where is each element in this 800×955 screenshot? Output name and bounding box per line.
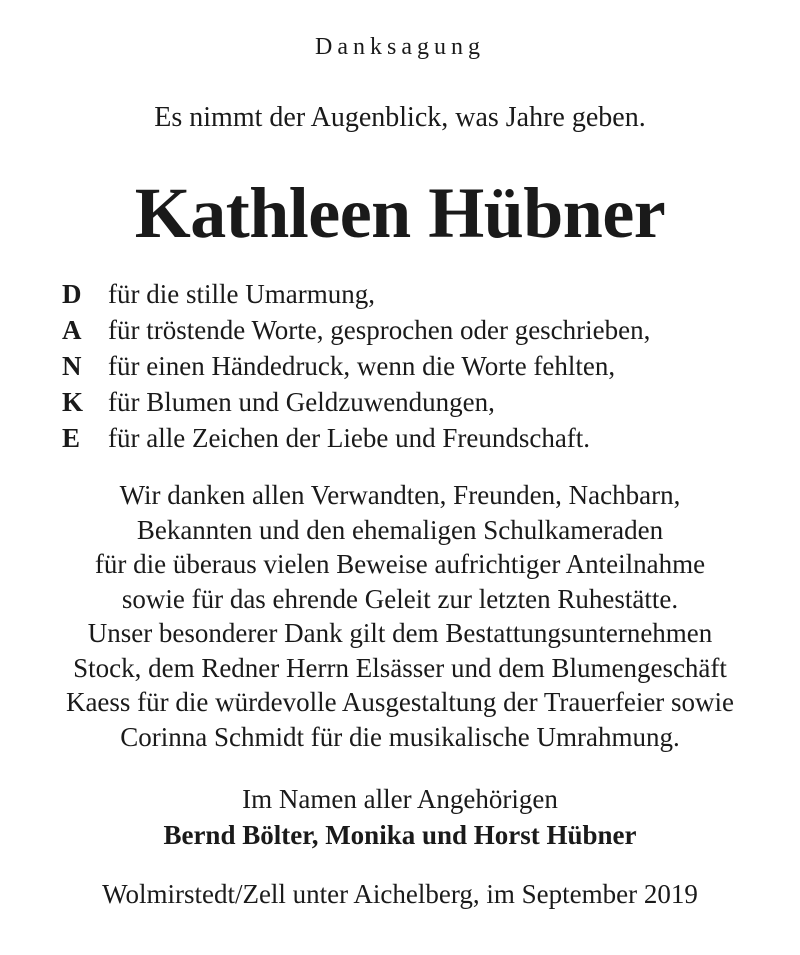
danke-text: für die stille Umarmung, [108, 279, 375, 309]
thanks-line: für die überaus vielen Beweise aufrichtiger Anteilnahme [94, 549, 706, 579]
closing-block [0, 784, 800, 856]
closing-text: Im Namen aller Angehörigen [242, 784, 558, 814]
danke-row [62, 279, 762, 315]
thanks-line: Unser besonderer Dank gilt dem Bestattungsunternehmen [87, 618, 713, 648]
danke-acrostic [62, 279, 762, 459]
signers: Bernd Bölter, Monika und Horst Hübner [163, 820, 637, 850]
danke-row [62, 315, 762, 351]
danke-row [62, 387, 762, 423]
thanks-line: Wir danken allen Verwandten, Freunden, Nachbarn, [119, 480, 681, 510]
danke-row [62, 423, 762, 459]
notice-heading: Danksagung [315, 34, 485, 60]
thanks-line: sowie für das ehrende Geleit zur letzten Ruhestätte. [121, 583, 679, 614]
thanks-line: Bekannten und den ehemaligen Schulkameraden [136, 514, 664, 545]
danke-text: für alle Zeichen der Liebe und Freundschaft. [108, 423, 591, 453]
notice-quote: Es nimmt der Augenblick, was Jahre geben. [154, 102, 646, 133]
danke-text: für Blumen und Geldzuwendungen, [108, 387, 495, 417]
danke-letter: A [62, 315, 82, 345]
thanks-line: Stock, dem Redner Herrn Elsässer und dem Blumengeschäft [73, 652, 727, 683]
thanks-line: Kaess für die würdevolle Ausgestaltung der Trauerfeier sowie [65, 687, 735, 717]
danke-text: für einen Händedruck, wenn die Worte fehlten, [108, 351, 616, 381]
thanks-paragraph [0, 480, 800, 756]
danke-letter: K [62, 387, 84, 417]
danke-letter: E [62, 423, 81, 453]
danke-letter: N [62, 351, 82, 381]
deceased-name: Kathleen Hübner [134, 173, 666, 253]
danke-row [62, 351, 762, 387]
danke-text: für tröstende Worte, gesprochen oder geschrieben, [108, 315, 651, 345]
place-date: Wolmirstedt/Zell unter Aichelberg, im September 2019 [102, 879, 698, 909]
danke-letter: D [62, 279, 82, 309]
thanks-line: Corinna Schmidt für die musikalische Umrahmung. [120, 721, 680, 752]
